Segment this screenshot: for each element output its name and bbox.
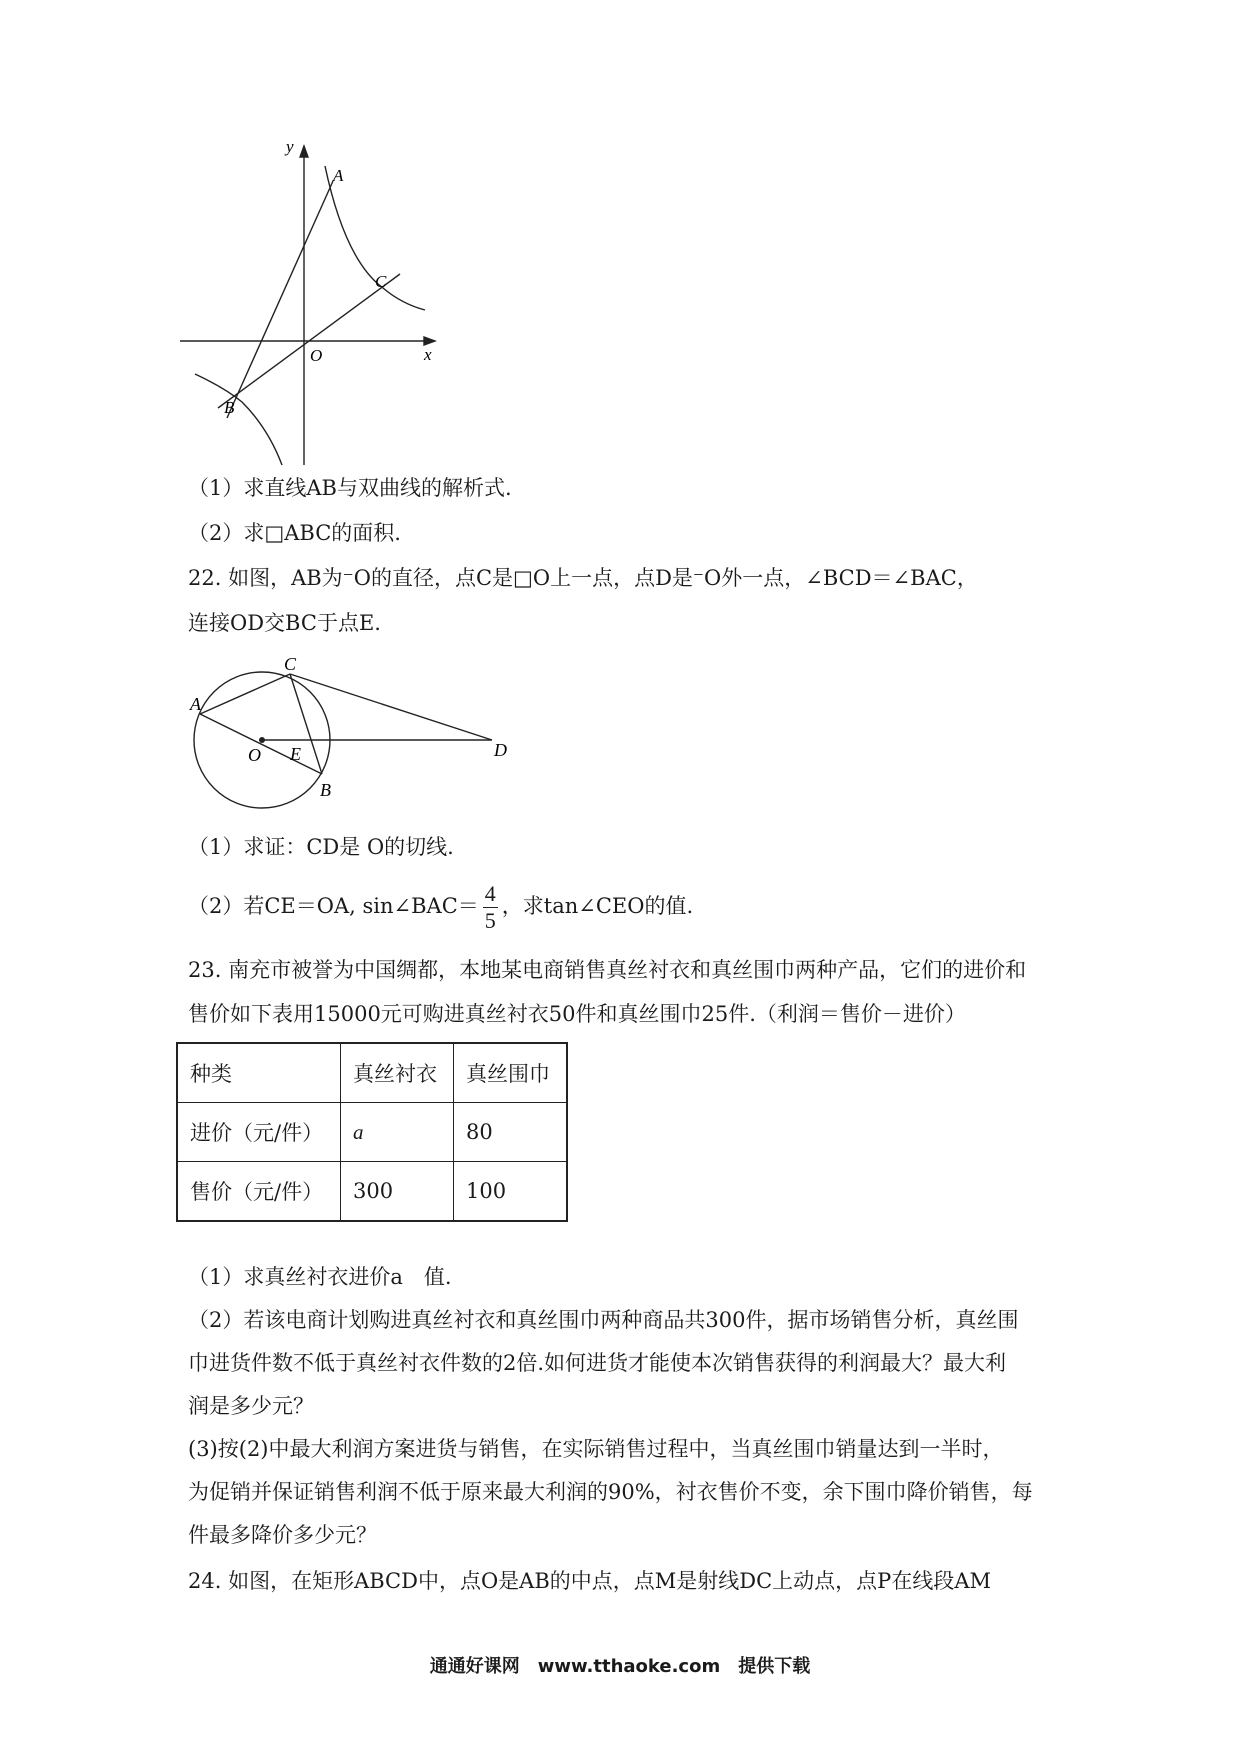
table-cell: a <box>341 1103 454 1162</box>
table-row <box>177 1162 567 1222</box>
figure-hyperbola <box>180 140 440 470</box>
figure2-label-o: O <box>248 745 261 765</box>
table-header-cell: 真丝围巾 <box>454 1043 568 1103</box>
figure2-label-b: B <box>320 780 331 800</box>
price-table <box>176 1042 568 1222</box>
table-row <box>177 1103 567 1162</box>
q22-part2-post: ，求tan∠CEO的值. <box>501 894 694 918</box>
figure1-label-x: x <box>424 345 432 364</box>
page-footer: 通通好课网 www.tthaoke.com 提供下载 <box>429 1656 811 1677</box>
q23-part3-line3: 件最多降价多少元？ <box>188 1523 377 1547</box>
q22-line1: 22. 如图，AB为⁻O的直径，点C是□O上一点，点D是⁻O外一点，∠BCD＝∠BAC， <box>188 566 978 590</box>
q21-part2: （2）求□ABC的面积. <box>188 521 401 545</box>
q23-line2: 售价如下表用15000元可购进真丝衬衣50件和真丝围巾25件.（利润＝售价－进价） <box>188 1002 966 1026</box>
q21-part1: （1）求直线AB与双曲线的解析式. <box>188 476 512 500</box>
figure2-label-c: C <box>284 656 297 674</box>
table-cell: 售价（元/件） <box>177 1162 341 1222</box>
q22-part1: （1）求证：CD是 O的切线. <box>188 835 454 859</box>
figure1-label-y: y <box>286 140 294 156</box>
table-header-cell: 种类 <box>177 1043 341 1103</box>
table-cell: 进价（元/件） <box>177 1103 341 1162</box>
table-cell: 300 <box>341 1162 454 1222</box>
figure1-label-o: O <box>310 346 323 365</box>
table-header-row <box>177 1043 567 1103</box>
figure2-label-a: A <box>190 694 201 714</box>
figure1-label-a: A <box>333 166 344 185</box>
q24-line1: 24. 如图，在矩形ABCD中，点O是AB的中点，点M是射线DC上动点，点P在线段AM <box>188 1569 991 1593</box>
figure2-label-e: E <box>290 744 301 764</box>
q23-part2-line3: 润是多少元？ <box>188 1394 314 1418</box>
table-header-cell: 真丝衬衣 <box>341 1043 454 1103</box>
fraction <box>483 881 498 934</box>
q23-part2-line1: （2）若该电商计划购进真丝衬衣和真丝围巾两种商品共300件，据市场销售分析，真丝围 <box>188 1308 1019 1332</box>
table-cell: 100 <box>454 1162 568 1222</box>
figure1-label-b: B <box>224 398 235 417</box>
q23-part3-line1: (3)按(2)中最大利润方案进货与销售，在实际销售过程中，当真丝围巾销量达到一半时， <box>188 1437 1004 1461</box>
table-cell: 80 <box>454 1103 568 1162</box>
figure1-label-c: C <box>375 272 387 291</box>
fraction-numerator: 4 <box>484 881 496 906</box>
fraction-denominator: 5 <box>484 908 496 933</box>
q23-part2-line2: 巾进货件数不低于真丝衬衣件数的2倍.如何进货才能使本次销售获得的利润最大？最大利 <box>188 1351 1007 1375</box>
q22-part2-pre: （2）若CE＝OA, sin∠BAC＝ <box>188 894 479 918</box>
figure-circle <box>180 656 520 816</box>
q22-part2 <box>188 878 693 934</box>
q22-line2: 连接OD交BC于点E. <box>188 611 381 635</box>
q23-part1: （1）求真丝衬衣进价a 值. <box>188 1265 452 1289</box>
q23-line1: 23. 南充市被誉为中国绸都，本地某电商销售真丝衬衣和真丝围巾两种产品，它们的进价和 <box>188 958 1027 982</box>
figure2-label-d: D <box>494 740 507 760</box>
q23-part3-line2: 为促销并保证销售利润不低于原来最大利润的90%，衬衣售价不变，余下围巾降价销售，每 <box>188 1480 1033 1504</box>
